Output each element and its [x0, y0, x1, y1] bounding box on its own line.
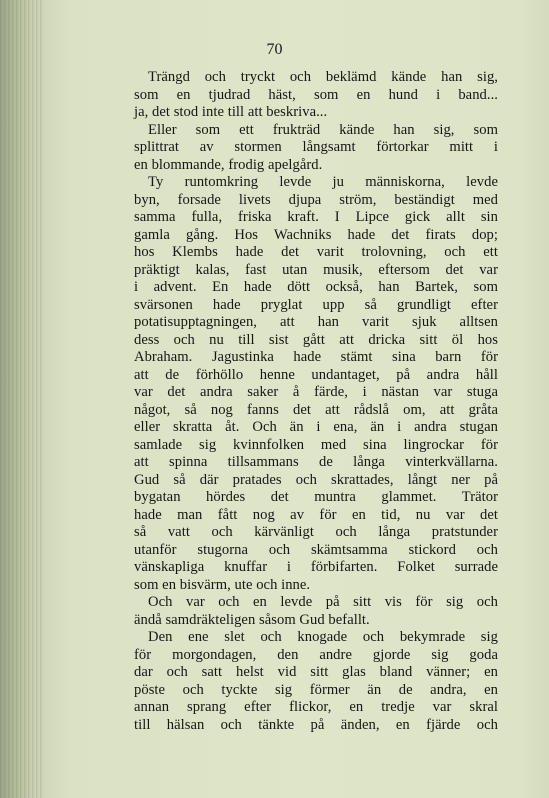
- text-line: hos Klembs hade det varit trolovning, och ett: [134, 244, 498, 260]
- text-line: ja, det stod inte till att beskriva...: [134, 104, 328, 120]
- text-line: splittrat av stormen långsamt förtorkar mitt i: [134, 139, 498, 155]
- text-line: som en tjudrad häst, som en hund i band...: [134, 86, 498, 103]
- text-line: pöste och tyckte sig förmer än de andra, en: [134, 681, 498, 698]
- text-line: Gud så där pratades och skrattades, långt ner på: [134, 471, 498, 488]
- text-line: präktigt kalas, fast utan musik, eftersom det var: [134, 261, 498, 278]
- text-line: Trängd och tryckt och beklämd kände han sig,: [148, 69, 498, 85]
- text-line: Eller som ett frukträd kände han sig, som: [148, 121, 498, 138]
- text-line: i advent. En hade dött också, han Bartek, som: [134, 279, 498, 295]
- text-line: eller skratta åt. Och än i ena, än i andra stugan: [134, 419, 498, 435]
- text-line: för morgondagen, den andre gjorde sig goda: [134, 646, 498, 663]
- text-line: så vatt och kärvänligt och långa pratstunder: [134, 524, 498, 540]
- text-line: en blommande, frodig apelgård.: [134, 156, 323, 173]
- text-line: Den ene slet och knogade och bekymrade sig: [148, 629, 498, 645]
- body-text: [134, 69, 498, 734]
- text-line: vänskapliga knuffar i förbifarten. Folket surrade: [134, 559, 498, 575]
- text-line: byn, forsade livets djupa ström, beständigt med: [134, 191, 498, 208]
- text-line: Ty runtomkring levde ju människorna, levde: [148, 174, 498, 190]
- text-line: utanför stugorna och skämtsamma stickord och: [134, 541, 498, 558]
- text-line: gamla gång. Hos Wachniks hade det firats dop;: [134, 226, 498, 243]
- text-line: samlade sig kvinnfolken med sina lingrockar för: [134, 436, 498, 453]
- text-line: till hälsan och tänkte på änden, en fjärde och: [134, 716, 498, 733]
- text-line: att de förhöllo henne undantaget, på andra håll: [134, 366, 498, 383]
- text-line: Och var och en levde på sitt vis för sig och: [148, 594, 498, 610]
- text-line: Abraham. Jagustinka hade stämt sina barn för: [134, 349, 498, 365]
- text-line: var det andra saker å färde, i nästan var stuga: [134, 384, 498, 400]
- text-line: potatisupptagningen, att han varit sjuk alltsen: [134, 314, 498, 330]
- text-line: bygatan hördes det muntra glammet. Trätor: [134, 489, 498, 505]
- text-line: hade man fått nog av för en tid, nu var det: [134, 506, 498, 523]
- text-line: svärsonen hade pryglat upp så grundligt efter: [134, 296, 498, 313]
- text-line: något, så nog fanns det att rådslå om, att gråta: [134, 401, 498, 418]
- text-line: dar och satt helst vid sitt glas bland vänner; en: [134, 664, 498, 680]
- text-line: som en bisvärm, ute och inne.: [134, 576, 311, 593]
- text-line: ändå samdräkteligen såsom Gud befallt.: [134, 611, 370, 628]
- text-line: att spinna tillsammans de långa vinterkvällarna.: [134, 454, 498, 470]
- text-line: annan sprang efter flickor, en tredje var skral: [134, 699, 498, 715]
- text-line: dess och nu till sist gått att dricka sitt öl hos: [134, 331, 498, 348]
- text-line: samma fulla, friska kraft. I Lipce gick allt sin: [134, 209, 498, 225]
- page-gutter: [0, 0, 44, 798]
- page-number: 70: [266, 41, 283, 58]
